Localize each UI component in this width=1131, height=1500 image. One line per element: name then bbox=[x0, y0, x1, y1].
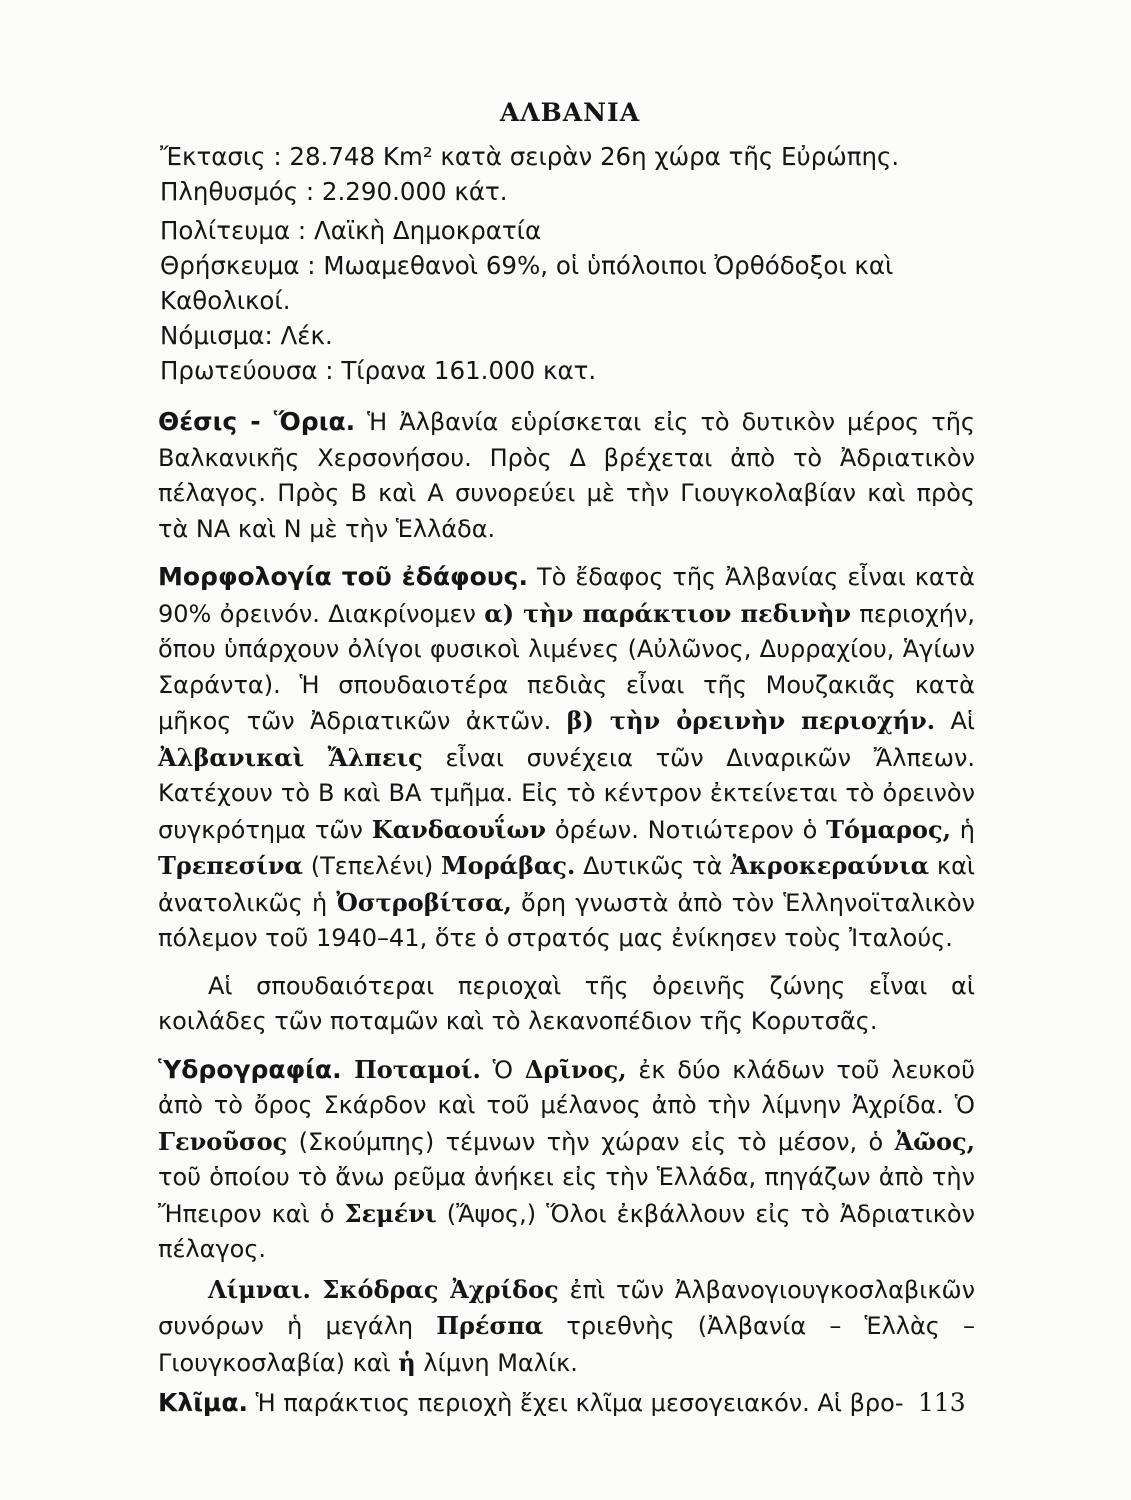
section-heading: Μορφολογία τοῦ ἐδάφους. bbox=[158, 562, 528, 591]
bold-term: Γενοῦσος bbox=[158, 1126, 288, 1156]
text-run: (Τεπελένι) bbox=[303, 852, 442, 880]
text-run: τριεθνὴς (Ἀλβανία – Ἑλλὰς – Γιουγκοσλαβία) καὶ bbox=[158, 1312, 976, 1377]
section-text: Ἡ παράκτιος περιοχὴ ἔχει κλῖμα μεσογειακόν. Αἱ βρο- bbox=[248, 1389, 904, 1417]
bold-term: Ἀῶος, bbox=[894, 1126, 975, 1156]
info-capital: Πρωτεύουσα : Τίρανα 161.000 κατ. bbox=[160, 356, 597, 385]
section-borders bbox=[125, 404, 975, 547]
text-run: ἡ bbox=[950, 815, 976, 844]
info-currency: Νόμισμα: Λέκ. bbox=[160, 321, 333, 350]
text-run: ἐπὶ τῶν Ἀλβανογιουγκοσλαβικῶν συνόρων ἡ μεγάλη bbox=[158, 1275, 975, 1340]
section-heading: Κλῖμα. bbox=[158, 1388, 249, 1417]
text-run: λίμνη Μαλίκ. bbox=[415, 1348, 578, 1377]
text-run: (Ἄψος,) Ὅλοι ἐκβάλλουν εἰς τὸ Ἀδριατικὸν πέλαγος. bbox=[158, 1199, 976, 1263]
page-title: ΑΛΒΑΝΙΑ bbox=[499, 98, 641, 127]
bold-term: β) τὴν ὀρεινὴν περιοχήν. bbox=[566, 706, 936, 735]
bold-term: Δρῖνος, bbox=[524, 1054, 627, 1084]
bold-term: Ἀλβανικαὶ Ἄλπεις bbox=[158, 742, 423, 772]
section-hydrography bbox=[125, 1052, 975, 1268]
country-info bbox=[125, 139, 975, 388]
bold-term: Κανδαουΐων bbox=[371, 814, 546, 844]
bold-term: Μοράβας. bbox=[441, 851, 576, 880]
section-valleys: Αἱ σπουδαιότεραι περιοχαὶ τῆς ὀρεινῆς ζώνης εἶναι αἱ κοιλάδες τῶν ποταμῶν καὶ τὸ λεκανοπέδιον τῆς Κορυτσᾶς. bbox=[158, 971, 975, 1035]
bold-term: Πρέσπα bbox=[436, 1311, 544, 1340]
bold-term: ἡ bbox=[398, 1347, 416, 1377]
section-climate bbox=[125, 1385, 975, 1422]
page-content bbox=[125, 98, 975, 1422]
text-run: εἶναι συνέχεια τῶν Διναρικῶν Ἄλπεων. Κατέχουν τὸ Β καὶ ΒΑ τμῆμα. Εἰς τὸ κέντρον ἐκτείνεται τὸ ὀρεινὸν συγκρότημα τῶν bbox=[158, 743, 976, 844]
text-run: ἐκ δύο κλάδων τοῦ λευκοῦ ἀπὸ τὸ ὄρος Σκάρδον καὶ τοῦ μέλανος ἀπὸ τὴν λίμνην Ἀχρίδα. Ὁ bbox=[158, 1055, 975, 1119]
text-run: (Σκούμπης) τέμνων τὴν χώραν εἰς τὸ μέσον, ὁ bbox=[287, 1127, 895, 1156]
info-population: Πληθυσμός : 2.290.000 κάτ. bbox=[160, 177, 508, 206]
text-run: Δυτικῶς τὰ bbox=[575, 852, 731, 880]
text-run: ὀρέων. Νοτιώτερον ὁ bbox=[545, 815, 827, 844]
bold-term: Τόμαρος, bbox=[826, 814, 951, 844]
bold-term: Ἀκροκεραύνια bbox=[730, 851, 930, 880]
bold-term: Λίμναι. Σκόδρας Ἀχρίδος bbox=[208, 1274, 559, 1304]
bold-term: Ποταμοί. bbox=[341, 1054, 481, 1084]
bold-term: Ὀστροβίτσα, bbox=[336, 887, 512, 917]
info-religion: Θρήσκευμα : Μωαμεθανοὶ 69%, οἱ ὑπόλοιποι Ὀρθόδοξοι καὶ Καθολικοί. bbox=[160, 251, 894, 315]
section-heading: Θέσις - Ὅρια. bbox=[158, 407, 356, 436]
text-run: Αἱ bbox=[935, 707, 975, 735]
info-government: Πολίτευμα : Λαϊκὴ Δημοκρατία bbox=[160, 216, 542, 245]
section-text: Ἡ Ἀλβανία εὑρίσκεται εἰς τὸ δυτικὸν μέρος τῆς Βαλκανικῆς Χερσονήσου. Πρὸς Δ βρέχεται ἀπὸ τὸ Ἀδριατικὸν πέλαγος. Πρὸς Β καὶ Α συνορεύει μὲ τὴν Γιουγκολαβίαν καὶ πρὸς τὰ ΝΑ καὶ Ν μὲ τὴν Ἑλλάδα. bbox=[158, 408, 976, 543]
text-run: Ὁ bbox=[480, 1055, 525, 1084]
bold-term: α) τὴν παράκτιον πεδινὴν bbox=[484, 598, 852, 628]
text-run: Τὸ ἔδαφος τῆς Ἀλβανίας εἶναι κατὰ 90% ὀρεινόν. Διακρίνομεν bbox=[158, 563, 975, 628]
text-run: καὶ ἀνατολικῶς ἡ bbox=[158, 852, 976, 917]
bold-term: Σεμένι bbox=[344, 1198, 437, 1228]
section-heading: Ὑδρογραφία. bbox=[158, 1054, 342, 1084]
text-run: ὄρη γνωστὰ ἀπὸ τὸν Ἑλληνοϊταλικὸν πόλεμον τοῦ 1940–41, ὅτε ὁ στρατός μας ἐνίκησεν τοὺς Ἰταλούς. bbox=[158, 888, 975, 952]
page-number: 113 bbox=[918, 1388, 966, 1417]
bold-term: Τρεπεσίνα bbox=[158, 851, 303, 880]
section-morphology bbox=[125, 559, 975, 957]
text-run: τοῦ ὁποίου τὸ ἄνω ρεῦμα ἀνήκει εἰς τὴν Ἑλλάδα, πηγάζων ἀπὸ τὴν Ἤπειρον καὶ ὁ bbox=[158, 1163, 975, 1228]
text-run: περιοχήν, ὅπου ὑπάρχουν ὀλίγοι φυσικοὶ λιμένες (Αὐλῶνος, Δυρραχίου, Ἁγίων Σαράντα). Ἡ σπουδαιοτέρα πεδιὰς εἶναι τῆς Μουζακιᾶς κατὰ μῆκος τῶν Ἀδριατικῶν ἀκτῶν. bbox=[158, 599, 976, 735]
info-area: Ἔκτασις : 28.748 Km² κατὰ σειρὰν 26η χώρα τῆς Εὐρώπης. bbox=[160, 142, 900, 171]
section-lakes bbox=[125, 1272, 975, 1382]
